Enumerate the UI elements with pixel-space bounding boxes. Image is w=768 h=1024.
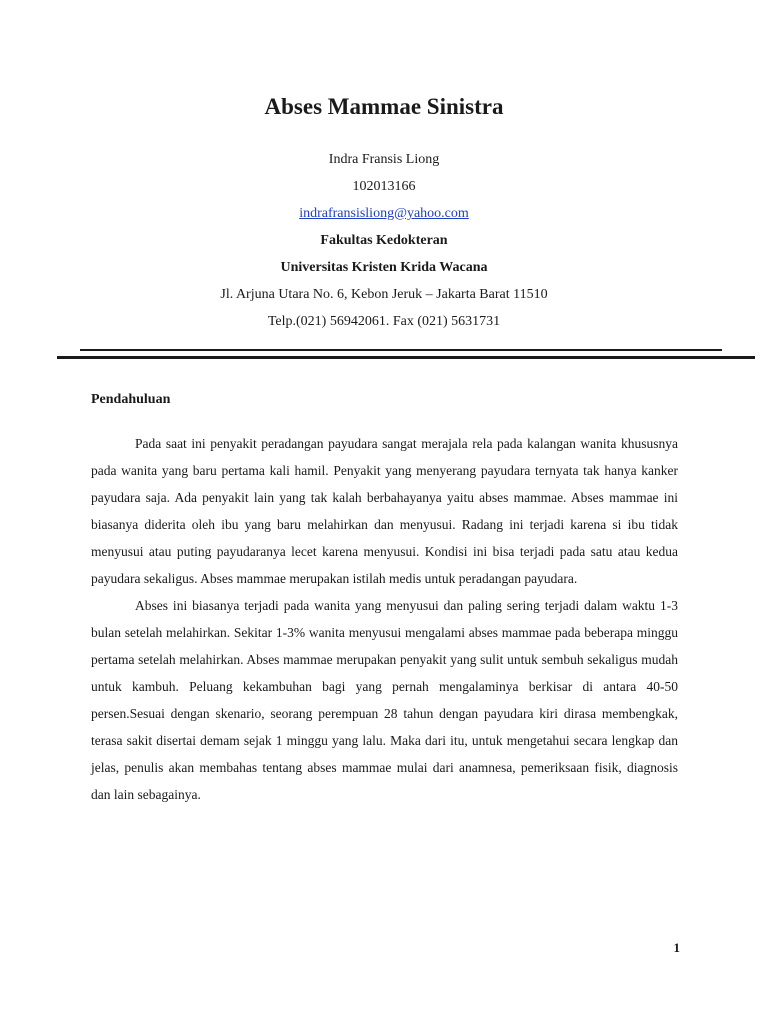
student-id: 102013166: [352, 179, 416, 194]
document-title: Abses Mammae Sinistra: [264, 94, 504, 119]
main-content: [91, 388, 678, 808]
email-line: [0, 200, 768, 227]
document-header: [0, 92, 768, 335]
header-divider-thick: [57, 356, 755, 359]
section-heading: Pendahuluan: [91, 392, 171, 407]
paragraph-1: Pada saat ini penyakit peradangan payudara sangat merajala rela pada kalangan wanita khususnya pada wanita yang baru pertama kali hamil. Penyakit yang menyerang payudara ternyata tak hanya kanker payudara saja. Ada penyakit lain yang tak kalah berbahayanya yaitu abses mammae. Abses mammae ini biasanya diderita oleh ibu yang baru melahirkan dan menyusui. Radang ini terjadi karena si ibu tidak menyusui atau puting payudaranya lecet karena menyusui. Kondisi ini bisa terjadi pada satu atau kedua payudara sekaligus. Abses mammae merupakan istilah medis untuk peradangan payudara.: [91, 436, 678, 586]
contact-line: Telp.(021) 56942061. Fax (021) 5631731: [267, 314, 501, 329]
faculty-name: Fakultas Kedokteran: [320, 233, 448, 248]
university-name: Universitas Kristen Krida Wacana: [280, 260, 488, 275]
paragraph-2: Abses ini biasanya terjadi pada wanita yang menyusui dan paling sering terjadi dalam waktu 1-3 bulan setelah melahirkan. Sekitar 1-3% wanita menyusui mengalami abses mammae pada beberapa minggu pertama setelah melahirkan. Abses mammae merupakan penyakit yang sulit untuk sembuh sekaligus mudah untuk kambuh. Peluang kekambuhan bagi yang pernah mengalaminya berkisar di antara 40-50 persen.Sesuai dengan skenario, seorang perempuan 28 tahun dengan payudara kiri dirasa membengkak, terasa sakit disertai demam sejak 1 minggu yang lalu. Maka dari itu, untuk mengetahui secara lengkap dan jelas, penulis akan membahas tentang abses mammae mulai dari anamnesa, pemeriksaan fisik, diagnosis dan lain sebagainya.: [91, 598, 678, 802]
author-name: Indra Fransis Liong: [328, 152, 440, 167]
header-divider-thin: [80, 349, 722, 351]
address-line: Jl. Arjuna Utara No. 6, Kebon Jeruk – Jakarta Barat 11510: [220, 287, 548, 302]
email-link[interactable]: indrafransisliong@yahoo.com: [299, 206, 469, 221]
page-number: 1: [673, 940, 680, 955]
